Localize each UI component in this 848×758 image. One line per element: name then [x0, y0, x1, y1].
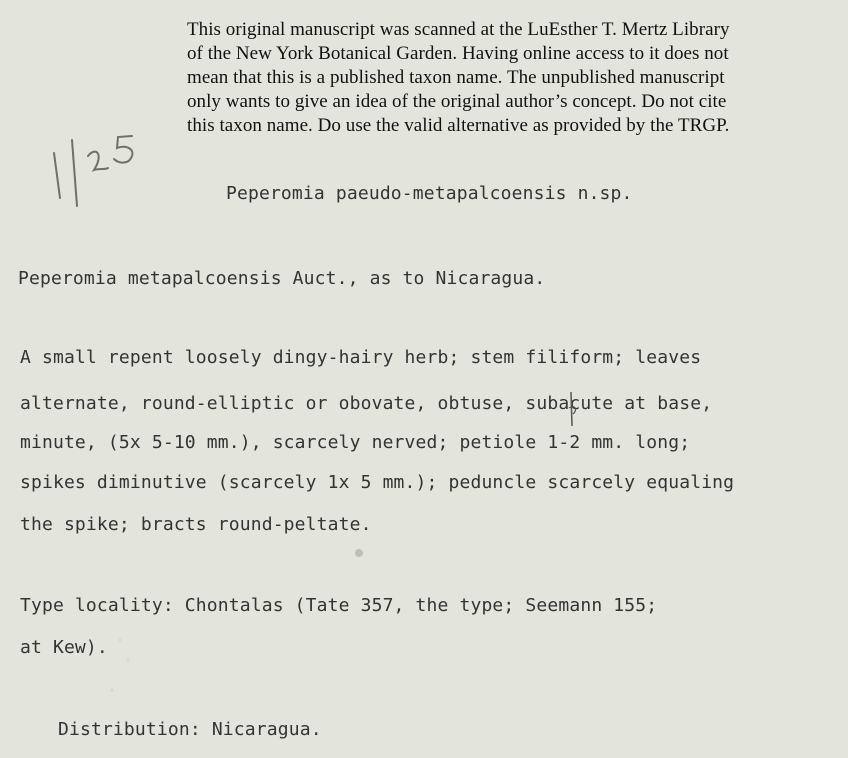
description-line: A small repent loosely dingy-hairy herb; stem filiform; leaves — [20, 347, 702, 368]
library-notice — [187, 18, 827, 138]
species-title: Peperomia paeudo-metapalcoensis n.sp. — [226, 183, 633, 204]
notice-line: of the New York Botanical Garden. Having online access to it does not — [187, 43, 729, 64]
ink-spot — [355, 549, 363, 557]
notice-line: mean that this is a published taxon name. The unpublished manuscript — [187, 67, 725, 88]
handwritten-page-number — [44, 128, 154, 218]
pen-correction-mark — [563, 390, 581, 430]
notice-line: this taxon name. Do use the valid alternative as provided by the TRGP. — [187, 115, 730, 136]
synonym-line: Peperomia metapalcoensis Auct., as to Nicaragua. — [18, 268, 546, 289]
notice-line: This original manuscript was scanned at the LuEsther T. Mertz Library — [187, 19, 730, 40]
description-line: spikes diminutive (scarcely 1x 5 mm.); peduncle scarcely equaling — [20, 472, 735, 493]
type-locality-line: at Kew). — [20, 637, 108, 658]
description-line: alternate, round-elliptic or obovate, obtuse, subacute at base, — [20, 393, 713, 414]
distribution-line: Distribution: Nicaragua. — [58, 719, 322, 740]
description-line: the spike; bracts round-peltate. — [20, 514, 372, 535]
type-locality-line: Type locality: Chontalas (Tate 357, the type; Seemann 155; — [20, 595, 658, 616]
notice-line: only wants to give an idea of the original author’s concept. Do not cite — [187, 91, 727, 112]
description-line: minute, (5x 5-10 mm.), scarcely nerved; petiole 1-2 mm. long; — [20, 432, 691, 453]
